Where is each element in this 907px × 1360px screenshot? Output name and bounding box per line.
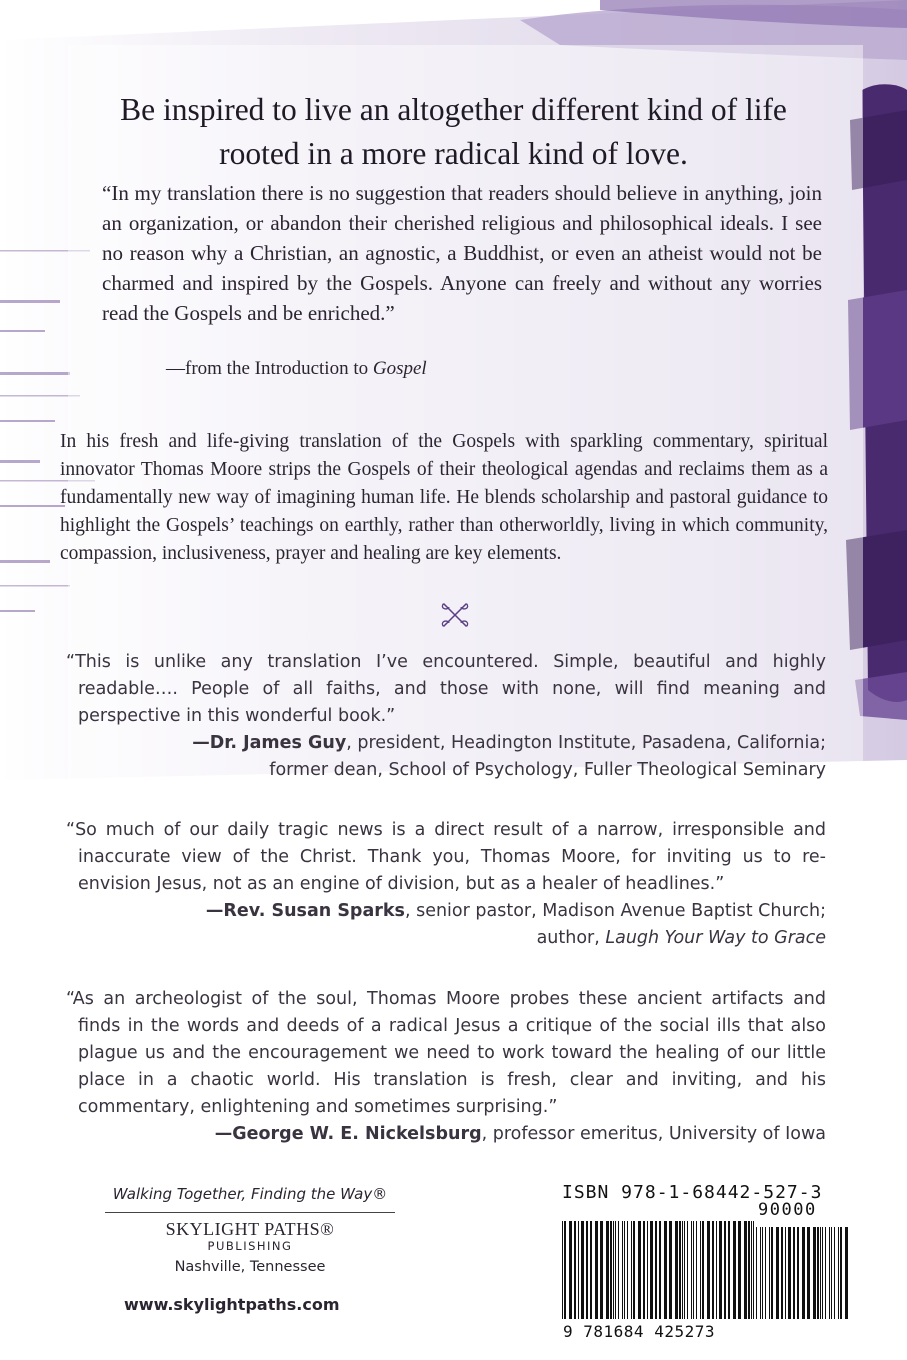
publisher-city: Nashville, Tennessee [174, 1259, 326, 1275]
barcode-bar [781, 1227, 783, 1319]
barcode-bar [618, 1221, 619, 1319]
barcode-bar [831, 1227, 832, 1319]
endorsement-text: “So much of our daily tragic news is a direct result of a narrow, irresponsible and inaccurate view of the Christ. Thank you, Thomas Moore, for inviting us to re-envision Jesus, not as an engine of division, but as a healer of headlines.” [66, 820, 826, 894]
barcode-bar [771, 1227, 773, 1319]
barcode-bar [696, 1221, 697, 1319]
endorsement-2 [66, 817, 826, 952]
barcode-bar [728, 1221, 730, 1319]
barcode-bar [574, 1221, 576, 1319]
barcode-bar [638, 1221, 641, 1319]
barcode-bar [793, 1227, 795, 1319]
barcode-bar [691, 1221, 692, 1319]
attribution-title: Gospel [372, 358, 427, 379]
endorsement-attribution [66, 730, 826, 757]
barcode-bar [838, 1227, 839, 1319]
barcode-bar [829, 1227, 830, 1319]
barcode-bar [633, 1221, 635, 1319]
endorsement-attribution [66, 898, 826, 925]
barcode-bar [753, 1221, 754, 1319]
attribution-prefix: —from the Introduction to [166, 358, 373, 379]
barcode-bar [693, 1221, 694, 1319]
publisher-logo: SKYLIGHT PATHS® [165, 1219, 335, 1239]
barcode-bar [679, 1221, 681, 1319]
endorsement-attribution [66, 1121, 826, 1148]
barcode-bar [820, 1227, 821, 1319]
barcode-bar [631, 1221, 632, 1319]
endorsement-attribution-line-2: former dean, School of Psychology, Fuller Theological Seminary [269, 760, 826, 780]
barcode-bar [675, 1221, 678, 1319]
barcode-bar [707, 1221, 710, 1319]
barcode-bar [615, 1221, 616, 1319]
barcode-bar [650, 1221, 653, 1319]
barcode-bar [600, 1221, 603, 1319]
barcode-bar [797, 1227, 799, 1319]
barcode-bar [733, 1221, 736, 1319]
barcode-bar [669, 1221, 672, 1319]
barcode-bar [765, 1227, 766, 1319]
barcode-bar [788, 1227, 791, 1319]
barcode-bar [700, 1221, 701, 1319]
barcode-bar [834, 1227, 835, 1319]
barcode-bar [647, 1221, 648, 1319]
barcode-bar [776, 1227, 779, 1319]
barcode-bar [613, 1221, 614, 1319]
endorsement-3 [66, 986, 826, 1148]
barcode-bar [785, 1227, 786, 1319]
barcode-bar [564, 1221, 566, 1319]
barcode-bar [569, 1221, 572, 1319]
endorser-title: , professor emeritus, University of Iowa [481, 1124, 826, 1144]
barcode-bar [802, 1227, 805, 1319]
endorser-author-prefix: author, [536, 928, 606, 948]
barcode-bar [581, 1221, 584, 1319]
barcode-bar [719, 1221, 722, 1319]
endorsement-text: “This is unlike any translation I’ve encountered. Simple, beautiful and highly readable…. People of all faiths, and those with none, will find meaning and perspective in this wonderful book.” [66, 652, 826, 726]
barcode-bar [664, 1221, 667, 1319]
headline-line-2: rooted in a more radical kind of love. [219, 136, 688, 171]
barcode-bar [622, 1221, 623, 1319]
barcode-bar [712, 1221, 714, 1319]
divider [105, 1212, 395, 1213]
barcode-bar [751, 1221, 752, 1319]
endorser-name: —Rev. Susan Sparks [205, 901, 405, 921]
price-addon: 90000 [758, 1200, 817, 1220]
endorsement-attribution-line-2 [66, 925, 826, 952]
barcode-bar [760, 1227, 761, 1319]
barcode-bar [643, 1221, 645, 1319]
endorser-name: —Dr. James Guy [192, 733, 347, 753]
publisher-url[interactable]: www.skylightpaths.com [124, 1295, 340, 1314]
barcode-bar [606, 1221, 609, 1319]
barcode-bar [586, 1221, 588, 1319]
barcode-bar [595, 1221, 598, 1319]
barcode-bar [748, 1221, 750, 1319]
barcode-bar [840, 1227, 842, 1319]
publisher-sub: PUBLISHING [207, 1239, 293, 1253]
barcode-bar [610, 1221, 612, 1319]
barcode-bar [813, 1227, 816, 1319]
endorser-title: , president, Headington Institute, Pasadena, California; [346, 733, 826, 753]
headline-line-1: Be inspired to live an altogether different kind of life [120, 92, 787, 127]
endorser-name: —George W. E. Nickelsburg [214, 1124, 482, 1144]
barcode-bar [744, 1221, 747, 1319]
barcode-bar [756, 1227, 757, 1319]
publisher-block [100, 1184, 400, 1279]
barcode-number: 9 781684 425273 [563, 1322, 715, 1341]
barcode-bar [724, 1221, 726, 1319]
isbn-label: ISBN 978-1-68442-527-3 [562, 1182, 823, 1203]
barcode-bar [578, 1221, 579, 1319]
book-description: In his fresh and life-giving translation of the Gospels with sparkling commentary, spiritual innovator Thomas Moore strips the Gospels of their theological agendas and reclaims them as a fundamentally new way of imagining human life. He blends scholarship and pastoral guidance to highlight the Gospels’ teachings on earthly, rather than otherworldly, living in which community, compassion, inclusiveness, prayer and healing are key elements. [60, 431, 828, 564]
headline [40, 88, 867, 176]
barcode-bar [716, 1221, 717, 1319]
barcode-bar [769, 1227, 770, 1319]
barcode-bar [655, 1221, 657, 1319]
barcode-bar [687, 1221, 688, 1319]
barcode-bar [659, 1221, 661, 1319]
intro-quote: “In my translation there is no suggestion that readers should believe in anything, join an organization, or abandon their cherished religious and philosophical ideals. I see no reason why a Christian, an agnostic, a Buddhist, or even an atheist would not be charmed and inspired by the Gospels. Anyone can freely and without any worries read the Gospels and be enriched.” [102, 181, 822, 325]
barcode-bar [562, 1221, 563, 1319]
barcode-bar [624, 1221, 625, 1319]
endorser-book-title: Laugh Your Way to Grace [605, 928, 826, 948]
barcode-bar [807, 1227, 810, 1319]
endorsement-text: “As an archeologist of the soul, Thomas Moore probes these ancient artifacts and finds in the words and deeds of a radical Jesus a critique of the social ills that also plague us and the encouragement we need to work toward the healing of our little place in a chaotic world. His translation is fresh, clear and inviting, and his commentary, enlightening and sometimes surprising.” [66, 989, 826, 1117]
barcode-bar [738, 1221, 741, 1319]
barcode-bar [702, 1221, 704, 1319]
flourish-icon [436, 596, 474, 634]
barcode-bar [590, 1221, 592, 1319]
endorsement-1 [66, 649, 826, 784]
publisher-tagline: Walking Together, Finding the Way® [112, 1185, 388, 1203]
barcode-bar [825, 1227, 826, 1319]
barcode [560, 1221, 850, 1319]
barcode-bar [845, 1227, 848, 1319]
intro-quote-attribution [166, 356, 427, 382]
endorser-title: , senior pastor, Madison Avenue Baptist Church; [404, 901, 826, 921]
barcode-bar [762, 1227, 763, 1319]
barcode-bar [822, 1227, 823, 1319]
barcode-bar [684, 1221, 685, 1319]
barcode-bar [682, 1221, 683, 1319]
barcode-bar [817, 1227, 819, 1319]
barcode-bar [627, 1221, 628, 1319]
